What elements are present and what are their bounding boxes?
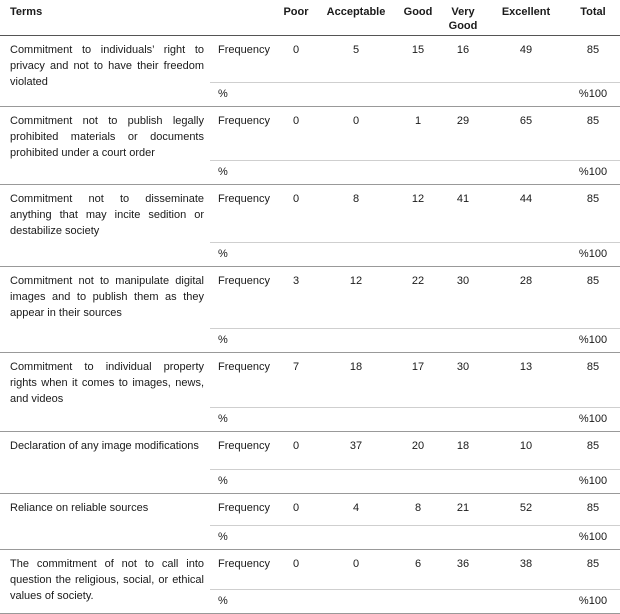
percent-empty-cell bbox=[316, 161, 396, 185]
percent-empty-cell bbox=[316, 470, 396, 494]
poor-value: 0 bbox=[276, 550, 316, 590]
total-value: 85 bbox=[566, 107, 620, 161]
term-cell: Commitment not to manipulate digital images and to publish them as they appear in their sources bbox=[0, 267, 210, 353]
poor-value: 0 bbox=[276, 185, 316, 243]
percent-empty-cell bbox=[396, 408, 440, 432]
frequency-label: Frequency bbox=[210, 432, 276, 470]
percent-empty-cell bbox=[486, 329, 566, 353]
frequency-row bbox=[0, 353, 620, 408]
acceptable-value: 5 bbox=[316, 36, 396, 83]
acceptable-value: 18 bbox=[316, 353, 396, 408]
percent-empty-cell bbox=[486, 408, 566, 432]
frequency-row bbox=[0, 494, 620, 526]
good-value: 17 bbox=[396, 353, 440, 408]
good-value: 8 bbox=[396, 494, 440, 526]
very-good-value: 30 bbox=[440, 267, 486, 329]
acceptable-value: 4 bbox=[316, 494, 396, 526]
percent-empty-cell bbox=[486, 83, 566, 107]
frequency-row bbox=[0, 267, 620, 329]
percent-empty-cell bbox=[396, 83, 440, 107]
very-good-value: 18 bbox=[440, 432, 486, 470]
percent-empty-cell bbox=[440, 470, 486, 494]
header-poor: Poor bbox=[276, 0, 316, 36]
excellent-value: 44 bbox=[486, 185, 566, 243]
percent-label: % bbox=[210, 329, 276, 353]
percent-empty-cell bbox=[440, 590, 486, 614]
percent-empty-cell bbox=[316, 243, 396, 267]
good-value: 1 bbox=[396, 107, 440, 161]
percent-label: % bbox=[210, 590, 276, 614]
acceptable-value: 0 bbox=[316, 107, 396, 161]
percent-total-value: %100 bbox=[566, 243, 620, 267]
percent-empty-cell bbox=[440, 243, 486, 267]
percent-empty-cell bbox=[396, 590, 440, 614]
excellent-value: 65 bbox=[486, 107, 566, 161]
header-very-good: Very Good bbox=[440, 0, 486, 36]
percent-empty-cell bbox=[276, 526, 316, 550]
good-value: 15 bbox=[396, 36, 440, 83]
percent-label: % bbox=[210, 470, 276, 494]
poor-value: 0 bbox=[276, 36, 316, 83]
poor-value: 0 bbox=[276, 107, 316, 161]
poor-value: 3 bbox=[276, 267, 316, 329]
frequency-label: Frequency bbox=[210, 550, 276, 590]
excellent-value: 49 bbox=[486, 36, 566, 83]
good-value: 22 bbox=[396, 267, 440, 329]
frequency-row bbox=[0, 36, 620, 83]
frequency-label: Frequency bbox=[210, 494, 276, 526]
acceptable-value: 8 bbox=[316, 185, 396, 243]
percent-empty-cell bbox=[440, 83, 486, 107]
percent-empty-cell bbox=[276, 470, 316, 494]
header-row bbox=[0, 0, 620, 36]
excellent-value: 52 bbox=[486, 494, 566, 526]
frequency-row bbox=[0, 107, 620, 161]
percent-empty-cell bbox=[440, 161, 486, 185]
term-cell: Commitment to individual property rights when it comes to images, news, and videos bbox=[0, 353, 210, 432]
term-cell: Declaration of any image modifications bbox=[0, 432, 210, 494]
acceptable-value: 0 bbox=[316, 550, 396, 590]
percent-empty-cell bbox=[316, 526, 396, 550]
good-value: 12 bbox=[396, 185, 440, 243]
percent-empty-cell bbox=[316, 83, 396, 107]
poor-value: 0 bbox=[276, 432, 316, 470]
frequency-label: Frequency bbox=[210, 36, 276, 83]
percent-empty-cell bbox=[276, 161, 316, 185]
frequency-row bbox=[0, 432, 620, 470]
good-value: 20 bbox=[396, 432, 440, 470]
total-value: 85 bbox=[566, 494, 620, 526]
term-cell: Commitment to individuals’ right to privacy and not to have their freedom violated bbox=[0, 36, 210, 107]
term-cell: Commitment not to publish legally prohibited materials or documents prohibited under a court order bbox=[0, 107, 210, 185]
very-good-value: 29 bbox=[440, 107, 486, 161]
term-cell: Commitment not to disseminate anything that may incite sedition or destabilize society bbox=[0, 185, 210, 267]
frequency-label: Frequency bbox=[210, 353, 276, 408]
percent-empty-cell bbox=[440, 329, 486, 353]
frequency-row bbox=[0, 185, 620, 243]
header-good: Good bbox=[396, 0, 440, 36]
header-terms: Terms bbox=[0, 0, 210, 36]
frequency-label: Frequency bbox=[210, 107, 276, 161]
total-value: 85 bbox=[566, 432, 620, 470]
percent-label: % bbox=[210, 83, 276, 107]
percent-empty-cell bbox=[316, 408, 396, 432]
percent-empty-cell bbox=[486, 590, 566, 614]
excellent-value: 38 bbox=[486, 550, 566, 590]
percent-total-value: %100 bbox=[566, 526, 620, 550]
frequency-label: Frequency bbox=[210, 267, 276, 329]
header-total: Total bbox=[566, 0, 620, 36]
percent-empty-cell bbox=[486, 470, 566, 494]
percent-empty-cell bbox=[276, 329, 316, 353]
header-blank bbox=[210, 0, 276, 36]
good-value: 6 bbox=[396, 550, 440, 590]
percent-label: % bbox=[210, 243, 276, 267]
percent-empty-cell bbox=[440, 526, 486, 550]
very-good-value: 41 bbox=[440, 185, 486, 243]
very-good-value: 16 bbox=[440, 36, 486, 83]
percent-empty-cell bbox=[396, 161, 440, 185]
very-good-value: 21 bbox=[440, 494, 486, 526]
percent-empty-cell bbox=[396, 470, 440, 494]
percent-empty-cell bbox=[276, 590, 316, 614]
percent-total-value: %100 bbox=[566, 83, 620, 107]
percent-empty-cell bbox=[396, 243, 440, 267]
percent-total-value: %100 bbox=[566, 161, 620, 185]
percent-total-value: %100 bbox=[566, 470, 620, 494]
frequency-row bbox=[0, 550, 620, 590]
percent-total-value: %100 bbox=[566, 590, 620, 614]
percent-empty-cell bbox=[486, 243, 566, 267]
total-value: 85 bbox=[566, 353, 620, 408]
term-cell: The commitment of not to call into question the religious, social, or ethical values of society. bbox=[0, 550, 210, 614]
acceptable-value: 12 bbox=[316, 267, 396, 329]
very-good-value: 36 bbox=[440, 550, 486, 590]
excellent-value: 10 bbox=[486, 432, 566, 470]
percent-empty-cell bbox=[486, 526, 566, 550]
percent-empty-cell bbox=[316, 329, 396, 353]
percent-empty-cell bbox=[486, 161, 566, 185]
frequency-label: Frequency bbox=[210, 185, 276, 243]
percent-empty-cell bbox=[440, 408, 486, 432]
total-value: 85 bbox=[566, 267, 620, 329]
percent-label: % bbox=[210, 526, 276, 550]
total-value: 85 bbox=[566, 185, 620, 243]
percent-empty-cell bbox=[396, 526, 440, 550]
excellent-value: 28 bbox=[486, 267, 566, 329]
header-excellent: Excellent bbox=[486, 0, 566, 36]
poor-value: 0 bbox=[276, 494, 316, 526]
percent-empty-cell bbox=[316, 590, 396, 614]
percent-empty-cell bbox=[276, 408, 316, 432]
total-value: 85 bbox=[566, 550, 620, 590]
total-value: 85 bbox=[566, 36, 620, 83]
percent-label: % bbox=[210, 408, 276, 432]
percent-empty-cell bbox=[276, 83, 316, 107]
percent-total-value: %100 bbox=[566, 408, 620, 432]
percent-label: % bbox=[210, 161, 276, 185]
excellent-value: 13 bbox=[486, 353, 566, 408]
term-cell: Reliance on reliable sources bbox=[0, 494, 210, 550]
very-good-value: 30 bbox=[440, 353, 486, 408]
percent-empty-cell bbox=[276, 243, 316, 267]
percent-total-value: %100 bbox=[566, 329, 620, 353]
poor-value: 7 bbox=[276, 353, 316, 408]
acceptable-value: 37 bbox=[316, 432, 396, 470]
percent-empty-cell bbox=[396, 329, 440, 353]
header-acceptable: Acceptable bbox=[316, 0, 396, 36]
